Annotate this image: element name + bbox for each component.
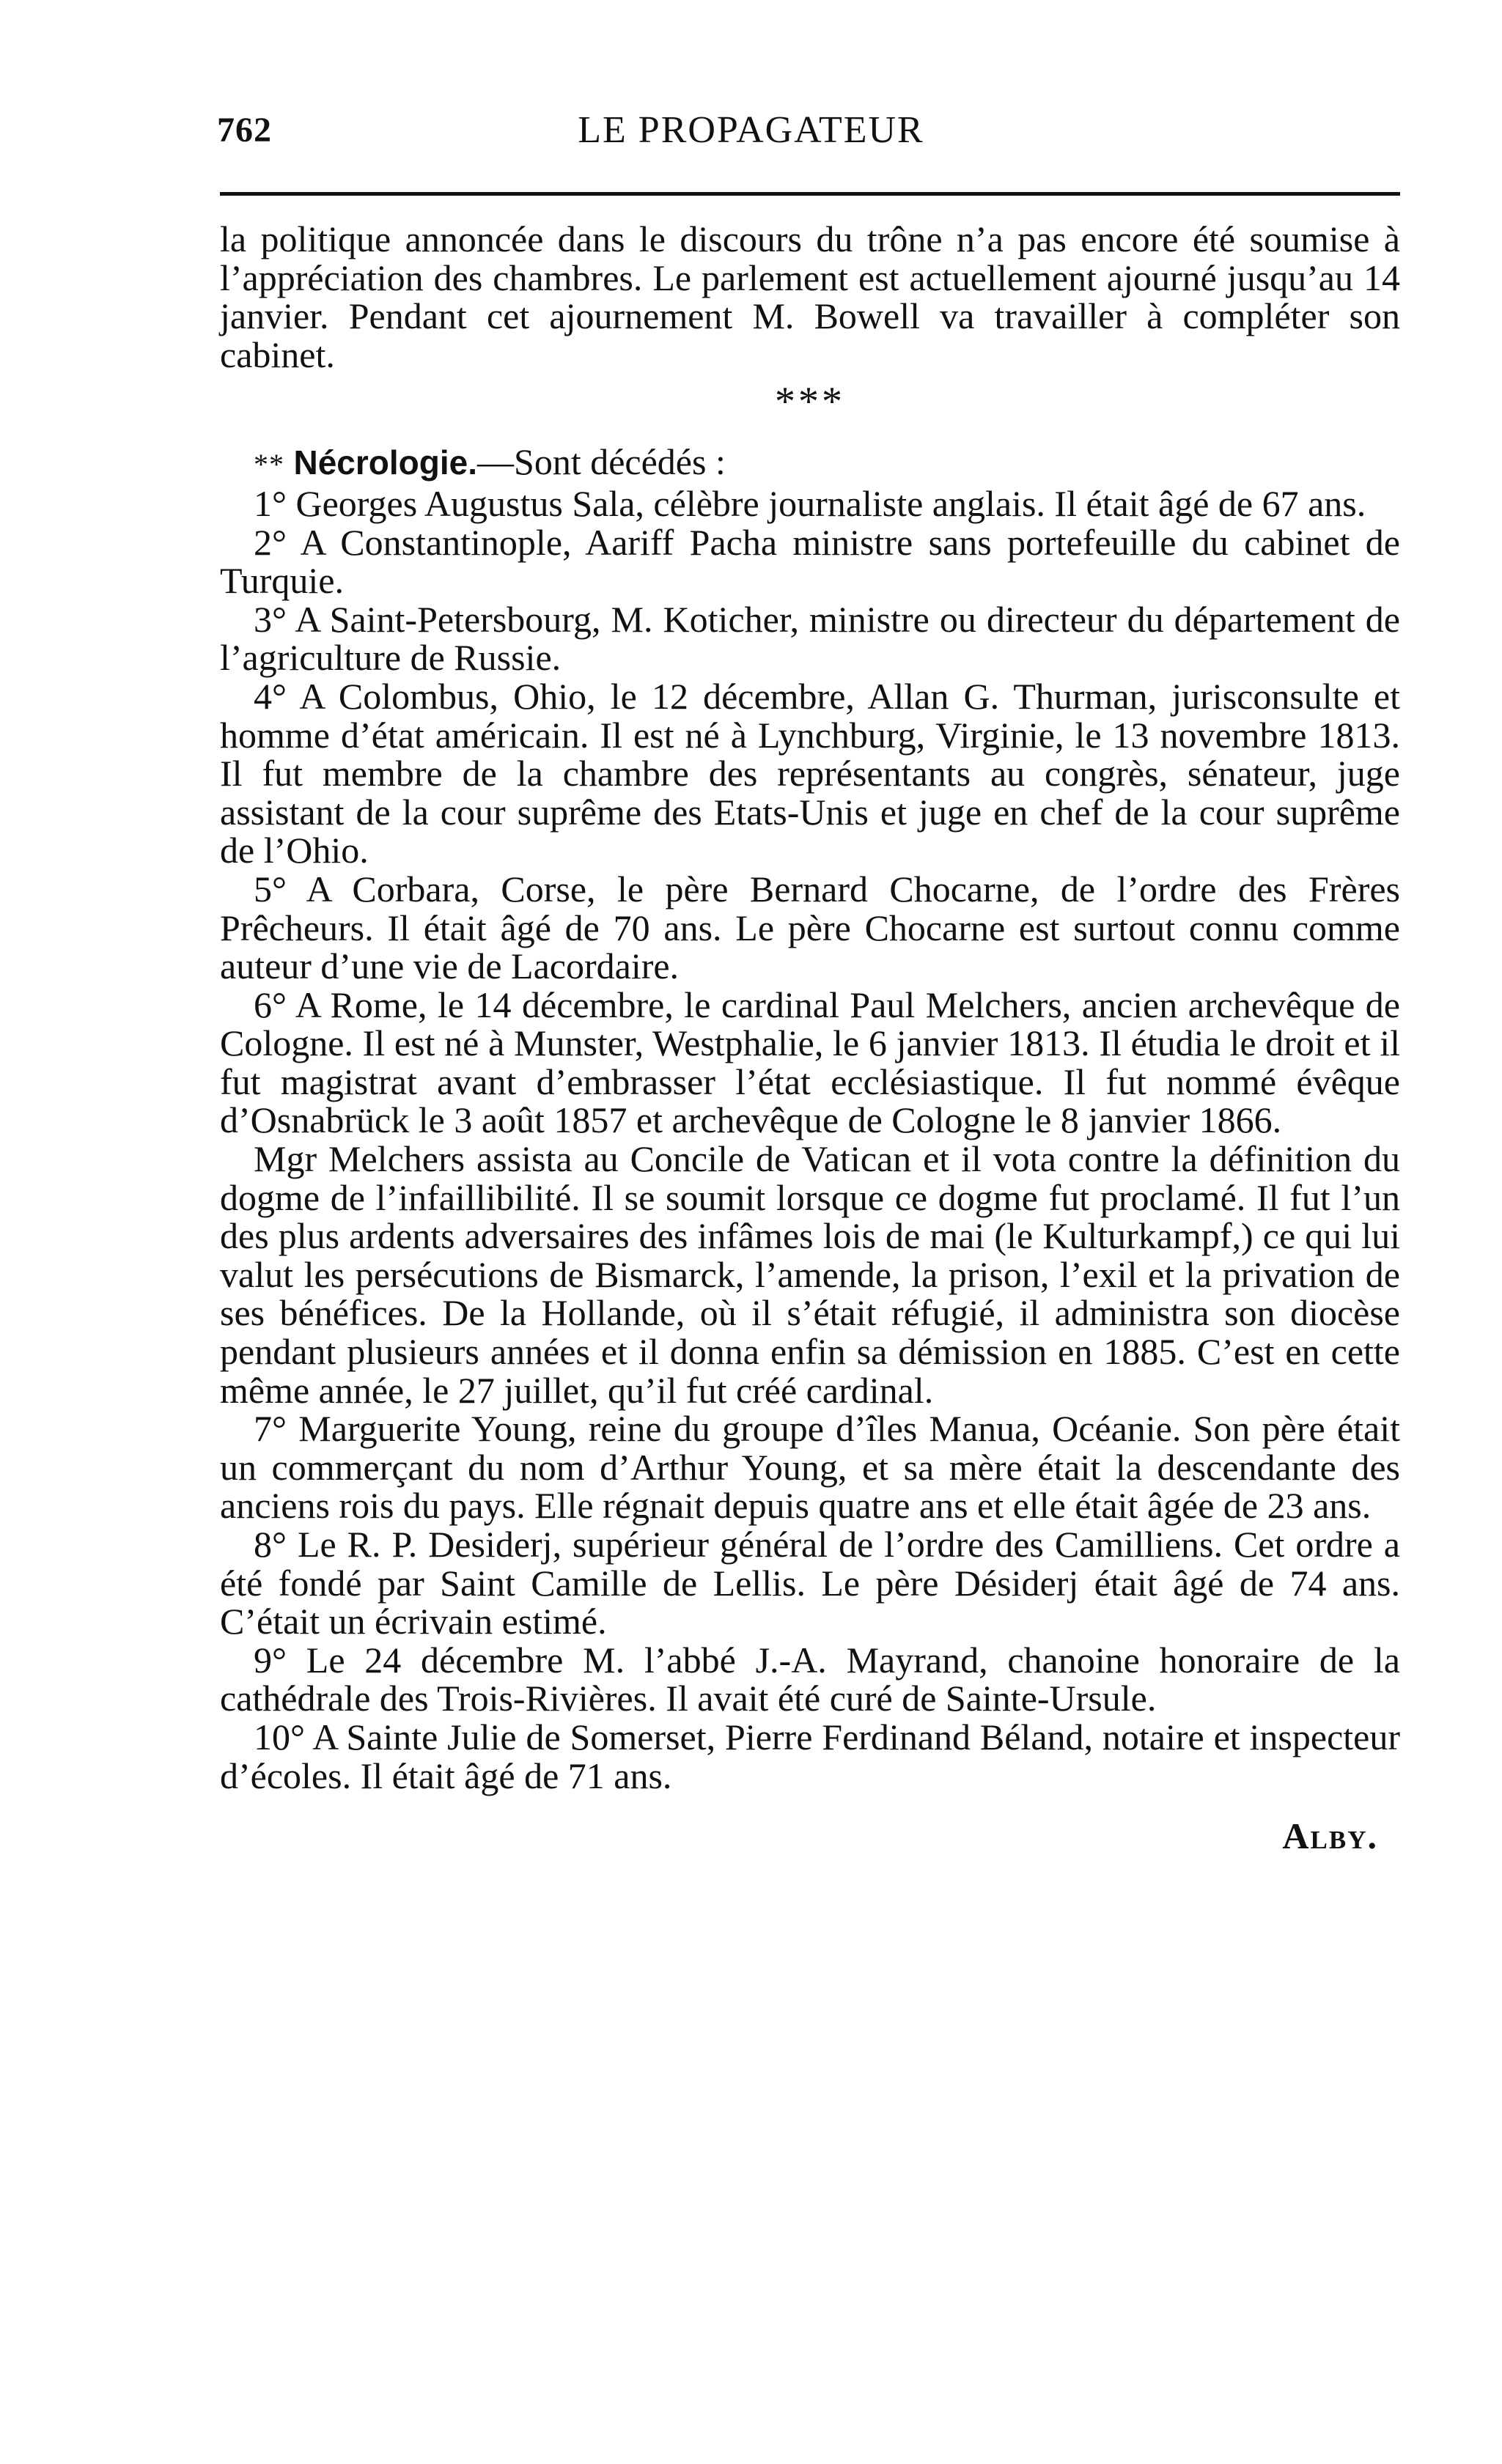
article-body — [220, 220, 1400, 1856]
obituary-item-5: 5° A Corbara, Corse, le père Bernard Chocarne, de l’ordre des Frères Prêcheurs. Il était âgé de 70 ans. Le père Chocarne est surtout connu comme auteur d’une vie de Lacordaire. — [220, 868, 1400, 987]
obituary-item-10: 10° A Sainte Julie de Somerset, Pierre Ferdinand Béland, notaire et inspecteur d’écoles. Il était âgé de 71 ans. — [220, 1716, 1400, 1796]
obituary-item-3: 3° A Saint-Petersbourg, M. Koticher, ministre ou directeur du département de l’agriculture de Russie. — [220, 598, 1400, 679]
obituary-item-6: 6° A Rome, le 14 décembre, le cardinal Paul Melchers, ancien archevêque de Cologne. Il est né à Munster, Westphalie, le 6 janvier 1813. Il étudia le droit et il fut magistrat avant d’embrasser l’état ecclésiastique. Il fut nommé évêque d’Osnabrück le 3 août 1857 et archevêque de Cologne le 8 janvier 1866. — [220, 984, 1400, 1141]
section-lead: —Sont décédés : — [477, 441, 726, 483]
section-title: Nécrologie. — [293, 443, 478, 482]
section-separator: *** — [775, 379, 845, 425]
obituary-item-7: 7° Marguerite Young, reine du groupe d’îles Manua, Océanie. Son père était un commerçant du nom d’Arthur Young, et sa mère était la descendante des anciens rois du pays. Elle régnait depuis quatre ans et elle était âgée de 23 ans. — [220, 1408, 1400, 1527]
obituary-item-1: 1° Georges Augustus Sala, célèbre journaliste anglais. Il était âgé de 67 ans. — [254, 482, 1366, 524]
author-signature: Alby. — [1282, 1815, 1378, 1857]
obituary-item-9: 9° Le 24 décembre M. l’abbé J.-A. Mayrand, chanoine honoraire de la cathédrale des Trois-Rivières. Il avait été curé de Sainte-Ursule. — [220, 1639, 1400, 1719]
obituary-item-8: 8° Le R. P. Desiderj, supérieur général de l’ordre des Camilliens. Cet ordre a été fondé par Saint Camille de Lellis. Le père Désiderj était âgé de 74 ans. C’était un écrivain estimé. — [220, 1524, 1400, 1642]
header-rule — [220, 192, 1400, 196]
section-heading — [220, 443, 1400, 484]
intro-paragraph: la politique annoncée dans le discours du trône n’a pas encore été soumise à l’appréciation des chambres. Le parlement est actuellement ajourné jusqu’au 14 janvier. Pendant cet ajournement M. Bowell va travailler à compléter son cabinet. — [220, 218, 1400, 375]
running-head: LE PROPAGATEUR — [578, 109, 924, 151]
obituary-item-4: 4° A Colombus, Ohio, le 12 décembre, Allan G. Thurman, jurisconsulte et homme d’état américain. Il est né à Lynchburg, Virginie, le 13 novembre 1813. Il fut membre de la chambre des représentants au congrès, sénateur, juge assistant de la cour suprême des Etats-Unis et juge en chef de la cour suprême de l’Ohio. — [220, 675, 1400, 871]
obituary-item-2: 2° A Constantinople, Aariff Pacha ministre sans portefeuille du cabinet de Turquie. — [220, 521, 1400, 602]
obituary-item-6-continued: Mgr Melchers assista au Concile de Vatican et il vota contre la définition du dogme de l’infaillibilité. Il se soumit lorsque ce dogme fut proclamé. Il fut l’un des plus ardents adversaires des infâmes lois de mai (le Kulturkampf,) ce qui lui valut les persécutions de Bismarck, l’amende, la prison, l’exil et la privation de ses bénéfices. De la Hollande, où il s’était réfugié, il administra son diocèse pendant plusieurs années et il donna enfin sa démission en 1885. C’est en cette même année, le 27 juillet, qu’il fut créé cardinal. — [220, 1138, 1400, 1411]
section-marker: ** — [254, 448, 284, 482]
page-number: 762 — [217, 111, 272, 150]
